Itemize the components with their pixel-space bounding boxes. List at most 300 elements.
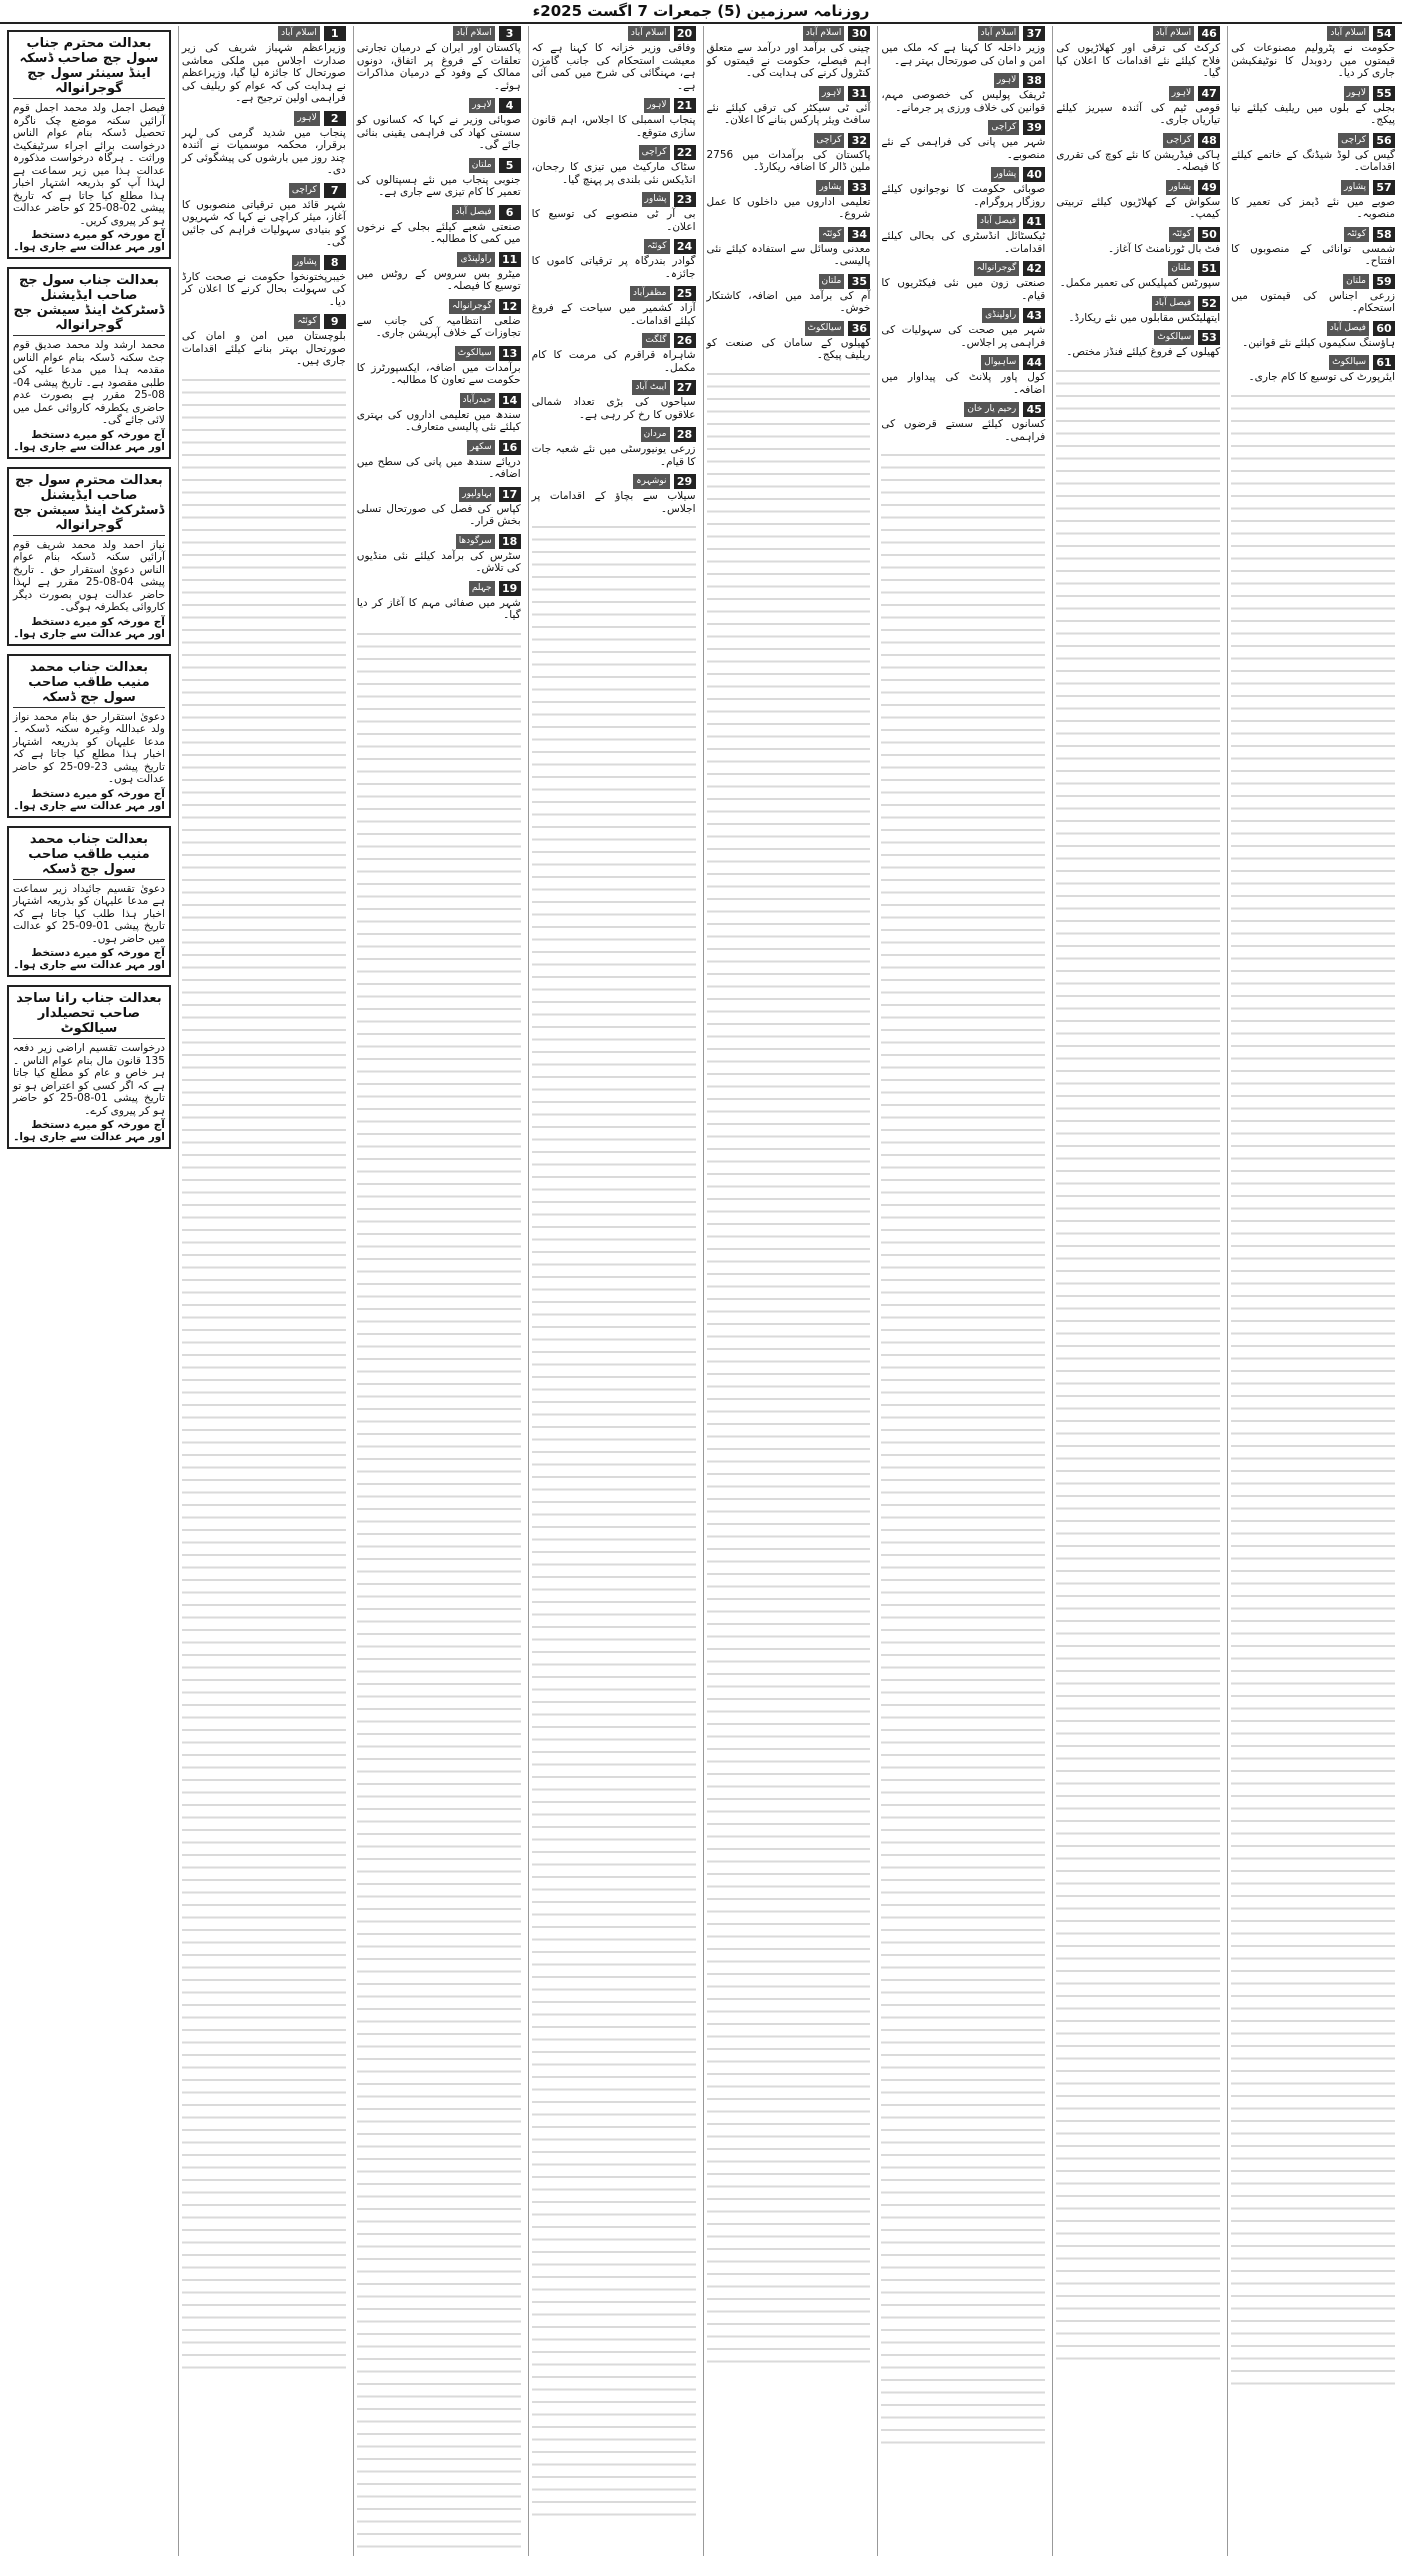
column-news-4: [703, 26, 874, 2556]
news-number-badge: 24: [674, 239, 696, 254]
news-dateline-tag: کراچی: [1163, 133, 1194, 148]
news-item-header: [881, 261, 1045, 276]
news-item-header: [532, 427, 696, 442]
news-item-text: شہر میں صحت کی سہولیات کی فراہمی پر اجلاس۔: [881, 324, 1046, 349]
news-dateline-tag: کوئٹہ: [1344, 227, 1369, 242]
news-dateline-tag: لاہور: [1169, 86, 1194, 101]
news-item: [532, 192, 696, 233]
news-number-badge: 56: [1373, 133, 1395, 148]
news-item-text: سٹاک مارکیٹ میں تیزی کا رجحان، انڈیکس نئی بلندی پر پہنچ گیا۔: [531, 161, 696, 186]
news-item: [881, 261, 1045, 302]
news-number-badge: 57: [1373, 180, 1395, 195]
news-item: [532, 239, 696, 280]
news-item-header: [1231, 321, 1395, 336]
news-dateline-tag: مردان: [641, 427, 670, 442]
news-item: [532, 380, 696, 421]
news-item-header: [881, 73, 1045, 88]
news-number-badge: 60: [1373, 321, 1395, 336]
news-number-badge: 41: [1023, 214, 1045, 229]
news-number-badge: 54: [1373, 26, 1395, 41]
news-item-header: [357, 440, 521, 455]
news-item-header: [182, 255, 346, 270]
news-dateline-tag: کوئٹہ: [294, 314, 319, 329]
news-item: [707, 321, 871, 362]
news-dateline-tag: پشاور: [816, 180, 844, 195]
news-item: [1231, 26, 1395, 80]
news-number-badge: 58: [1373, 227, 1395, 242]
news-number-badge: 1: [324, 26, 346, 41]
court-notice-signature: آج مورخہ کو میرے دستخط اور مہر عدالت سے جاری ہوا۔: [13, 229, 165, 253]
news-item-text: صوبے میں نئے ڈیمز کی تعمیر کا منصوبہ۔: [1231, 195, 1395, 220]
news-item: [182, 314, 346, 368]
news-number-badge: 20: [674, 26, 696, 41]
news-dateline-tag: لاہور: [294, 111, 319, 126]
news-item-text: وزیر داخلہ کا کہنا ہے کہ ملک میں امن و امان کی صورتحال بہتر ہے۔: [881, 42, 1046, 67]
news-dateline-tag: سکھر: [467, 440, 495, 455]
news-item-header: [1056, 227, 1220, 242]
news-dateline-tag: ایبٹ آباد: [632, 380, 669, 395]
news-number-badge: 5: [499, 158, 521, 173]
news-item-text: قومی ٹیم کی آئندہ سیریز کیلئے تیاریاں جاری۔: [1056, 101, 1221, 126]
news-item: [707, 133, 871, 174]
news-item: [1056, 261, 1220, 290]
news-item-text: شمسی توانائی کے منصوبوں کا افتتاح۔: [1231, 242, 1395, 267]
news-item: [881, 402, 1045, 443]
news-item-text: کھیلوں کے سامان کی صنعت کو ریلیف پیکج۔: [706, 336, 871, 361]
court-notice: [7, 985, 171, 1149]
column-news-2: [353, 26, 524, 2556]
news-number-badge: 39: [1023, 120, 1045, 135]
news-number-badge: 32: [848, 133, 870, 148]
news-item-text: کرکٹ کی ترقی اور کھلاڑیوں کی فلاح کیلئے نئے اقدامات کا اعلان کیا گیا۔: [1056, 42, 1221, 79]
court-notice-signature: آج مورخہ کو میرے دستخط اور مہر عدالت سے جاری ہوا۔: [13, 615, 165, 640]
news-number-badge: 46: [1198, 26, 1220, 41]
news-item: [707, 26, 871, 80]
news-item-text: گیس کی لوڈ شیڈنگ کے خاتمے کیلئے اقدامات۔: [1231, 148, 1395, 173]
news-item-header: [707, 274, 871, 289]
news-dateline-tag: گوجرانوالہ: [974, 261, 1020, 276]
news-item-header: [1231, 227, 1395, 242]
court-notice-body: دعویٰ استقرار حق بنام محمد نواز ولد عبداللہ وغیرہ سکنہ ڈسکہ ۔ مدعا علیہان کو بذریعہ اشتہار اخبار ہذا مطلع کیا جاتا ہے کہ تاریخ پیشی 23-09-25 کو حاضر عدالت ہوں۔: [13, 710, 165, 785]
column-text-filler: [707, 368, 871, 2368]
news-item: [532, 26, 696, 92]
news-number-badge: 2: [324, 111, 346, 126]
news-item-header: [1056, 296, 1220, 311]
news-dateline-tag: راولپنڈی: [457, 252, 494, 267]
news-number-badge: 52: [1198, 296, 1220, 311]
news-item: [1056, 133, 1220, 174]
news-number-badge: 17: [499, 487, 521, 502]
news-number-badge: 44: [1023, 355, 1045, 370]
news-item: [357, 205, 521, 246]
court-notice-title: بعدالت جناب رانا ساجد صاحب تحصیلدار سیالکوٹ: [13, 991, 165, 1039]
news-dateline-tag: ملتان: [1168, 261, 1194, 276]
news-item: [532, 145, 696, 186]
news-item: [532, 98, 696, 139]
news-item-header: [881, 402, 1045, 417]
news-item-text: شہر میں پانی کی فراہمی کے نئے منصوبے۔: [881, 136, 1046, 161]
news-item: [1056, 296, 1220, 325]
news-item-header: [707, 227, 871, 242]
news-number-badge: 27: [674, 380, 696, 395]
news-item: [1056, 26, 1220, 80]
court-notice: [7, 467, 171, 646]
news-item: [532, 333, 696, 374]
news-item-header: [532, 192, 696, 207]
news-item-text: آئی ٹی سیکٹر کی ترقی کیلئے نئے سافٹ ویئر پارکس بنانے کا اعلان۔: [706, 101, 871, 126]
news-number-badge: 48: [1198, 133, 1220, 148]
news-item-text: کسانوں کیلئے سستے قرضوں کی فراہمی۔: [881, 418, 1046, 443]
news-dateline-tag: سیالکوٹ: [1329, 355, 1369, 370]
news-item-text: وفاقی وزیر خزانہ کا کہنا ہے کہ معیشت استحکام کی جانب گامزن ہے، مہنگائی کی شرح میں کمی آئی ہے۔: [531, 42, 696, 92]
news-dateline-tag: اسلام آباد: [1153, 26, 1195, 41]
news-number-badge: 11: [499, 252, 521, 267]
news-item-text: جنوبی پنجاب میں نئے ہسپتالوں کی تعمیر کا کام تیزی سے جاری ہے۔: [356, 173, 521, 198]
news-dateline-tag: کوئٹہ: [1169, 227, 1194, 242]
news-item: [1056, 180, 1220, 221]
news-number-badge: 53: [1198, 330, 1220, 345]
news-item: [881, 73, 1045, 114]
news-item: [182, 111, 346, 177]
news-dateline-tag: کراچی: [988, 120, 1019, 135]
news-dateline-tag: لاہور: [994, 73, 1019, 88]
news-item: [1231, 133, 1395, 174]
news-item-header: [357, 26, 521, 41]
news-item: [357, 158, 521, 199]
news-item-header: [1056, 330, 1220, 345]
newspaper-page: [4, 26, 1398, 2556]
news-item-header: [532, 239, 696, 254]
news-item-text: صوبائی وزیر نے کہا کہ کسانوں کو سستی کھاد کی فراہمی یقینی بنائی جائے گی۔: [356, 114, 521, 151]
column-notices: [4, 26, 174, 2556]
news-item-text: ٹریفک پولیس کی خصوصی مہم، قوانین کی خلاف ورزی پر جرمانے۔: [881, 89, 1046, 114]
news-number-badge: 14: [499, 393, 521, 408]
news-item-text: کپاس کی فصل کی صورتحال تسلی بخش قرار۔: [356, 502, 521, 527]
news-number-badge: 35: [848, 274, 870, 289]
news-number-badge: 18: [499, 534, 521, 549]
court-notice-title: بعدالت محترم جناب سول جج صاحب ڈسکہ اینڈ سینئر سول جج گوجرانوالہ: [13, 36, 165, 99]
news-item-header: [357, 581, 521, 596]
news-item: [357, 26, 521, 92]
news-dateline-tag: فیصل آباد: [977, 214, 1019, 229]
news-number-badge: 47: [1198, 86, 1220, 101]
news-dateline-tag: رحیم یار خان: [964, 402, 1019, 417]
news-item-header: [532, 333, 696, 348]
news-number-badge: 25: [674, 286, 696, 301]
news-number-badge: 19: [499, 581, 521, 596]
news-number-badge: 51: [1198, 261, 1220, 276]
court-notice: [7, 267, 171, 459]
news-item: [357, 346, 521, 387]
court-notice-signature: آج مورخہ کو میرے دستخط اور مہر عدالت سے جاری ہوا۔: [13, 428, 165, 453]
news-dateline-tag: لاہور: [469, 98, 494, 113]
news-item: [881, 167, 1045, 208]
news-item: [532, 474, 696, 515]
news-number-badge: 33: [848, 180, 870, 195]
news-item-text: خیبرپختونخوا حکومت نے صحت کارڈ کی سہولت بحال کرنے کا اعلان کر دیا۔: [181, 270, 346, 308]
news-dateline-tag: پشاور: [1341, 180, 1369, 195]
news-item-header: [532, 145, 696, 160]
news-dateline-tag: ملتان: [469, 158, 495, 173]
news-item-header: [881, 308, 1045, 323]
news-dateline-tag: پشاور: [991, 167, 1019, 182]
news-dateline-tag: بہاولپور: [459, 487, 494, 502]
news-number-badge: 45: [1023, 402, 1045, 417]
news-item: [881, 308, 1045, 349]
news-item: [1231, 355, 1395, 384]
news-item-header: [1231, 26, 1395, 41]
news-item-header: [182, 111, 346, 126]
news-item-text: صوبائی حکومت کا نوجوانوں کیلئے روزگار پروگرام۔: [881, 183, 1046, 208]
column-text-filler: [1056, 365, 1220, 2365]
column-text-filler: [881, 449, 1045, 2449]
news-item: [707, 86, 871, 127]
news-item-text: پاکستان کی برآمدات میں 2756 ملین ڈالر کا اضافہ ریکارڈ۔: [706, 148, 871, 173]
news-item-header: [707, 321, 871, 336]
news-dateline-tag: جہلم: [469, 581, 495, 596]
news-item: [182, 26, 346, 105]
news-number-badge: 42: [1023, 261, 1045, 276]
news-item-header: [532, 474, 696, 489]
news-dateline-tag: ملتان: [1343, 274, 1369, 289]
news-dateline-tag: کراچی: [639, 145, 670, 160]
news-item-text: حکومت نے پٹرولیم مصنوعات کی قیمتوں میں ردوبدل کا نوٹیفکیشن جاری کر دیا۔: [1231, 42, 1395, 79]
news-item: [357, 252, 521, 293]
news-dateline-tag: کراچی: [289, 183, 320, 198]
news-number-badge: 40: [1023, 167, 1045, 182]
column-news-7: [1227, 26, 1398, 2556]
column-text-filler: [182, 374, 346, 2374]
news-item-text: دریائے سندھ میں پانی کی سطح میں اضافہ۔: [356, 455, 521, 480]
column-text-filler: [532, 521, 696, 2521]
news-item-text: شاہراہ قراقرم کی مرمت کا کام مکمل۔: [531, 349, 696, 374]
court-notice-signature: آج مورخہ کو میرے دستخط اور مہر عدالت سے جاری ہوا۔: [13, 947, 165, 971]
news-item: [182, 183, 346, 249]
news-item: [1231, 86, 1395, 127]
news-dateline-tag: حیدرآباد: [460, 393, 495, 408]
news-item-text: گوادر بندرگاہ پر ترقیاتی کاموں کا جائزہ۔: [531, 255, 696, 280]
news-item-text: بی آر ٹی منصوبے کی توسیع کا اعلان۔: [531, 208, 696, 233]
news-number-badge: 26: [674, 333, 696, 348]
news-item-text: ٹیکسٹائل انڈسٹری کی بحالی کیلئے اقدامات۔: [881, 230, 1046, 255]
court-notice-body: محمد ارشد ولد محمد صدیق قوم جٹ سکنہ ڈسکہ بنام عوام الناس مقدمہ ہذا میں مدعا علیہ کی طلبی مقصود ہے۔ تاریخ پیشی 04-08-25 مقرر ہے بصورت عدم حاضری یکطرفہ کاروائی عمل میں لائی جائے گی۔: [13, 339, 165, 426]
news-number-badge: 59: [1373, 274, 1395, 289]
news-item: [1231, 227, 1395, 268]
news-number-badge: 3: [499, 26, 521, 41]
news-number-badge: 29: [674, 474, 696, 489]
news-item-text: سندھ میں تعلیمی اداروں کی بہتری کیلئے نئی پالیسی متعارف۔: [356, 408, 521, 433]
news-item-header: [182, 314, 346, 329]
news-item-text: فٹ بال ٹورنامنٹ کا آغاز۔: [1108, 242, 1221, 255]
court-notice-body: درخواست تقسیم اراضی زیر دفعہ 135 قانون مال بنام عوام الناس ۔ ہر خاص و عام کو مطلع کیا جاتا ہے کہ اگر کسی کو اعتراض ہو تو تاریخ پیشی 01-08-25 کو حاضر ہو کر پیروی کرے۔: [13, 1042, 165, 1117]
news-item: [1056, 86, 1220, 127]
news-dateline-tag: کراچی: [814, 133, 845, 148]
news-dateline-tag: اسلام آباد: [453, 26, 495, 41]
news-item-header: [1056, 180, 1220, 195]
news-item-text: شہر قائد میں ترقیاتی منصوبوں کا آغاز، میئر کراچی نے کہا کہ شہریوں کو بنیادی سہولیات فراہم کی جائیں گی۔: [181, 198, 346, 248]
news-item-header: [182, 26, 346, 41]
news-dateline-tag: سیالکوٹ: [805, 321, 845, 336]
news-item-header: [1231, 274, 1395, 289]
news-item-header: [1231, 133, 1395, 148]
news-item-header: [1056, 261, 1220, 276]
news-item: [357, 98, 521, 152]
news-dateline-tag: پشاور: [292, 255, 320, 270]
news-dateline-tag: کراچی: [1338, 133, 1369, 148]
news-number-badge: 16: [499, 440, 521, 455]
news-dateline-tag: اسلام آباد: [978, 26, 1020, 41]
court-notice-signature: آج مورخہ کو میرے دستخط اور مہر عدالت سے جاری ہوا۔: [13, 1119, 165, 1143]
court-notice: [7, 654, 171, 818]
news-number-badge: 12: [499, 299, 521, 314]
news-dateline-tag: اسلام آباد: [278, 26, 320, 41]
page-header-title: روزنامہ سرزمین (5) جمعرات 7 اگست 2025ء: [532, 2, 870, 20]
news-item-header: [881, 26, 1045, 41]
news-number-badge: 38: [1023, 73, 1045, 88]
news-item: [1231, 321, 1395, 350]
news-item-header: [357, 252, 521, 267]
news-number-badge: 55: [1373, 86, 1395, 101]
news-dateline-tag: پشاور: [1166, 180, 1194, 195]
news-dateline-tag: فیصل آباد: [1327, 321, 1369, 336]
news-item-header: [532, 286, 696, 301]
news-item-header: [357, 346, 521, 361]
news-item: [357, 534, 521, 575]
news-number-badge: 6: [499, 205, 521, 220]
news-number-badge: 49: [1198, 180, 1220, 195]
news-number-badge: 13: [499, 346, 521, 361]
news-item-text: کول پاور پلانٹ کی پیداوار میں اضافہ۔: [881, 371, 1046, 396]
news-dateline-tag: نوشہرہ: [633, 474, 669, 489]
news-item: [707, 274, 871, 315]
news-item-text: سکواش کے کھلاڑیوں کیلئے تربیتی کیمپ۔: [1056, 195, 1221, 220]
court-notice: [7, 826, 171, 978]
news-dateline-tag: لاہور: [644, 98, 669, 113]
news-item: [1231, 180, 1395, 221]
news-item-text: زرعی اجناس کی قیمتوں میں استحکام۔: [1231, 289, 1395, 314]
news-item: [357, 440, 521, 481]
news-item-header: [532, 380, 696, 395]
news-item: [881, 355, 1045, 396]
news-item: [1231, 274, 1395, 315]
news-item-header: [1231, 180, 1395, 195]
news-number-badge: 36: [848, 321, 870, 336]
masthead-strip: [0, 0, 1402, 24]
news-number-badge: 61: [1373, 355, 1395, 370]
news-number-badge: 23: [674, 192, 696, 207]
news-dateline-tag: لاہور: [819, 86, 844, 101]
news-item: [182, 255, 346, 309]
news-item-header: [357, 487, 521, 502]
news-dateline-tag: سیالکوٹ: [455, 346, 495, 361]
news-dateline-tag: اسلام آباد: [1327, 26, 1369, 41]
news-number-badge: 31: [848, 86, 870, 101]
column-text-filler: [357, 628, 521, 2557]
column-news-3: [528, 26, 699, 2556]
news-item: [881, 26, 1045, 67]
news-number-badge: 22: [674, 145, 696, 160]
news-item-text: میٹرو بس سروس کے روٹس میں توسیع کا فیصلہ۔: [356, 267, 521, 292]
news-item-text: پنجاب میں شدید گرمی کی لہر برقرار، محکمہ موسمیات نے آئندہ چند روز میں بارشوں کی پیشگوئی کر دی۔: [181, 126, 346, 176]
news-item: [881, 214, 1045, 255]
news-item: [532, 427, 696, 468]
court-notice-title: بعدالت جناب سول جج صاحب ایڈیشنل ڈسٹرکٹ اینڈ سیشن جج گوجرانوالہ: [13, 273, 165, 336]
news-item-header: [357, 393, 521, 408]
news-item-header: [357, 534, 521, 549]
news-dateline-tag: ساہیوال: [981, 355, 1019, 370]
news-dateline-tag: گلگت: [642, 333, 669, 348]
court-notice-title: بعدالت جناب محمد منیب طاقب صاحب سول جج ڈسکہ: [13, 660, 165, 708]
news-dateline-tag: اسلام آباد: [803, 26, 845, 41]
news-item: [881, 120, 1045, 161]
news-item-text: زرعی یونیورسٹی میں نئے شعبہ جات کا قیام۔: [531, 443, 696, 468]
news-item-text: سٹرس کی برآمد کیلئے نئی منڈیوں کی تلاش۔: [356, 549, 521, 574]
news-item-header: [1056, 26, 1220, 41]
news-dateline-tag: راولپنڈی: [982, 308, 1019, 323]
court-notice-body: دعویٰ تقسیم جائیداد زیر سماعت ہے مدعا علیہان کو بذریعہ اشتہار اخبار ہذا طلب کیا جاتا ہے کہ تاریخ پیشی 01-09-25 کو عدالت میں حاضر ہوں۔: [13, 882, 165, 945]
news-dateline-tag: ملتان: [819, 274, 845, 289]
court-notice-signature: آج مورخہ کو میرے دستخط اور مہر عدالت سے جاری ہوا۔: [13, 787, 165, 812]
news-item-text: ہاؤسنگ سکیموں کیلئے نئے قوانین۔: [1242, 336, 1395, 349]
news-dateline-tag: مظفرآباد: [630, 286, 669, 301]
news-item: [357, 487, 521, 528]
news-item-header: [182, 183, 346, 198]
news-item-header: [357, 158, 521, 173]
court-notice: [7, 30, 171, 259]
column-text-filler: [1231, 390, 1395, 2390]
news-item-header: [707, 26, 871, 41]
news-dateline-tag: کوئٹہ: [819, 227, 844, 242]
news-item: [357, 581, 521, 622]
news-item-text: شہر میں صفائی مہم کا آغاز کر دیا گیا۔: [356, 596, 521, 621]
news-item-header: [1056, 86, 1220, 101]
court-notice-title: بعدالت محترم سول جج صاحب ایڈیشنل ڈسٹرکٹ اینڈ سیشن جج گوجرانوالہ: [13, 473, 165, 536]
news-item: [532, 286, 696, 327]
news-number-badge: 4: [499, 98, 521, 113]
news-item-text: بلوچستان میں امن و امان کی صورتحال بہتر بنانے کیلئے اقدامات جاری ہیں۔: [181, 330, 346, 367]
court-notice-body: فیصل اجمل ولد محمد اجمل قوم آرائیں سکنہ موضع چک ناگرہ تحصیل ڈسکہ بنام عوام الناس درخواست برائے اجراء سرٹیفکیٹ وراثت ۔ ہرگاہ درخواست مذکورہ عدالت ہذا میں زیر سماعت ہے لہذا آپ کو بذریعہ اشتہار اخبار ہذا مطلع کیا جاتا ہے کہ تاریخ پیشی 02-08-25 کو حاضر عدالت ہو کر پیروی کریں۔: [13, 102, 165, 227]
news-item-header: [1231, 355, 1395, 370]
news-dateline-tag: اسلام آباد: [628, 26, 670, 41]
news-item-header: [1056, 133, 1220, 148]
news-item-header: [881, 214, 1045, 229]
news-number-badge: 9: [324, 314, 346, 329]
news-item-text: ایئرپورٹ کی توسیع کا کام جاری۔: [1248, 371, 1395, 383]
news-item: [1056, 330, 1220, 359]
court-notice-title: بعدالت جناب محمد منیب طاقب صاحب سول جج ڈسکہ: [13, 832, 165, 880]
column-news-1: [178, 26, 349, 2556]
news-dateline-tag: سیالکوٹ: [1154, 330, 1194, 345]
news-item-text: برآمدات میں اضافہ، ایکسپورٹرز کا حکومت سے تعاون کا مطالبہ۔: [356, 361, 521, 386]
news-item-header: [532, 98, 696, 113]
news-item-header: [357, 299, 521, 314]
news-item-text: آزاد کشمیر میں سیاحت کے فروغ کیلئے اقدامات۔: [531, 302, 696, 327]
news-item-text: پاکستان اور ایران کے درمیان تجارتی تعلقات کے فروغ پر اتفاق، دونوں ممالک کے وفود کے درمیان مذاکرات ہوئے۔: [356, 42, 521, 92]
news-number-badge: 21: [674, 98, 696, 113]
news-item-text: سیاحوں کی بڑی تعداد شمالی علاقوں کا رخ کر رہی ہے۔: [531, 396, 696, 421]
news-number-badge: 34: [848, 227, 870, 242]
news-item-text: صنعتی زون میں نئی فیکٹریوں کا قیام۔: [881, 277, 1046, 302]
news-item-text: چینی کی برآمد اور درآمد سے متعلق اہم فیصلے، حکومت نے قیمتوں کو کنٹرول کرنے کی ہدایت کی۔: [706, 42, 871, 79]
news-item-header: [357, 98, 521, 113]
news-item-header: [357, 205, 521, 220]
news-dateline-tag: سرگودھا: [456, 534, 495, 549]
news-item-text: ہاکی فیڈریشن کا نئے کوچ کی تقرری کا فیصلہ۔: [1056, 148, 1221, 173]
news-item-text: ضلعی انتظامیہ کی جانب سے تجاوزات کے خلاف آپریشن جاری۔: [356, 314, 521, 339]
news-item: [357, 299, 521, 340]
news-item: [707, 227, 871, 268]
column-news-6: [1052, 26, 1223, 2556]
